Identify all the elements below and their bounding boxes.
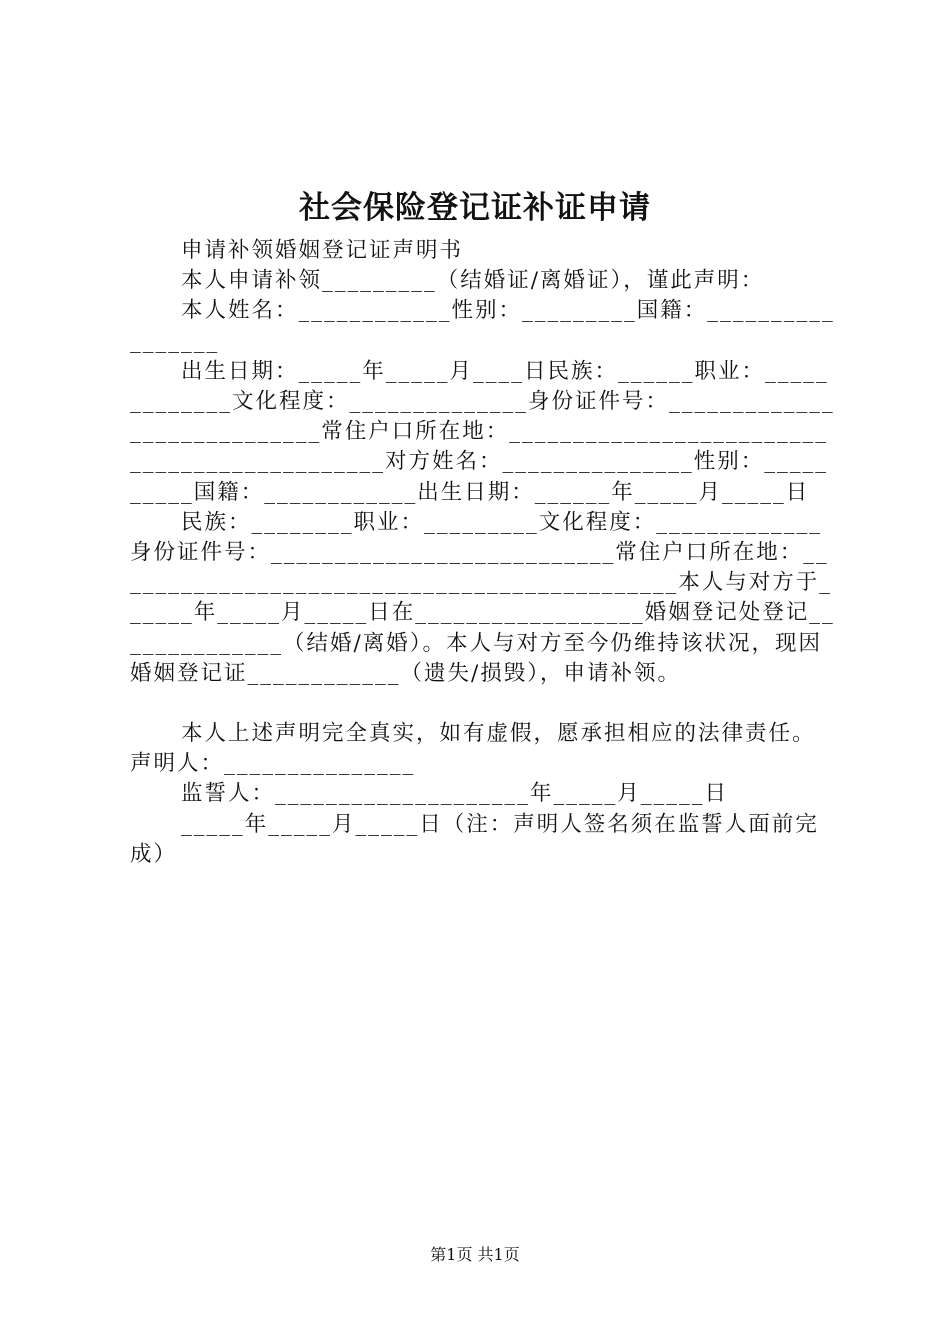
declaration-paragraph: 本人上述声明完全真实，如有虚假，愿承担相应的法律责任。声明人：_______________ [130, 721, 816, 777]
applicant-details-paragraph: 出生日期：_____年_____月____日民族：______职业：_____________文化程度：______________身份证件号：____________________________常住户口所在地：_____________________________________________对方姓名：_______________性别：__________国籍：____________出生日期：______年_____月_____日 [130, 358, 835, 505]
paragraph-spacer [130, 689, 835, 719]
statement-intro: 本人申请补领_________（结婚证/离婚证），谨此声明： [181, 268, 765, 294]
statement-heading: 申请补领婚姻登记证声明书 [181, 238, 464, 263]
applicant-name-line: 本人姓名：____________性别：_________国籍：_________________ [130, 298, 835, 354]
page-footer: 第1页 共1页 [430, 1245, 520, 1264]
document-title: 社会保险登记证补证申请 [299, 190, 651, 226]
document-body [130, 236, 835, 870]
supervisor-line: 监誓人：____________________年_____月_____日 [181, 781, 729, 807]
spouse-details-paragraph: 民族：________职业：_________文化程度：_____________身份证件号：___________________________常住户口所在地：_____________________________________________本人与对方于______年_____月_____日在__________________婚姻登记处登记______________（结婚/离婚）。本人与对方至今仍维持该状况，现因婚姻登记证____________（遗失/损毁），申请补领。 [130, 509, 835, 686]
date-note-line: _____年_____月_____日（注：声明人签名须在监誓人面前完成） [130, 811, 819, 867]
